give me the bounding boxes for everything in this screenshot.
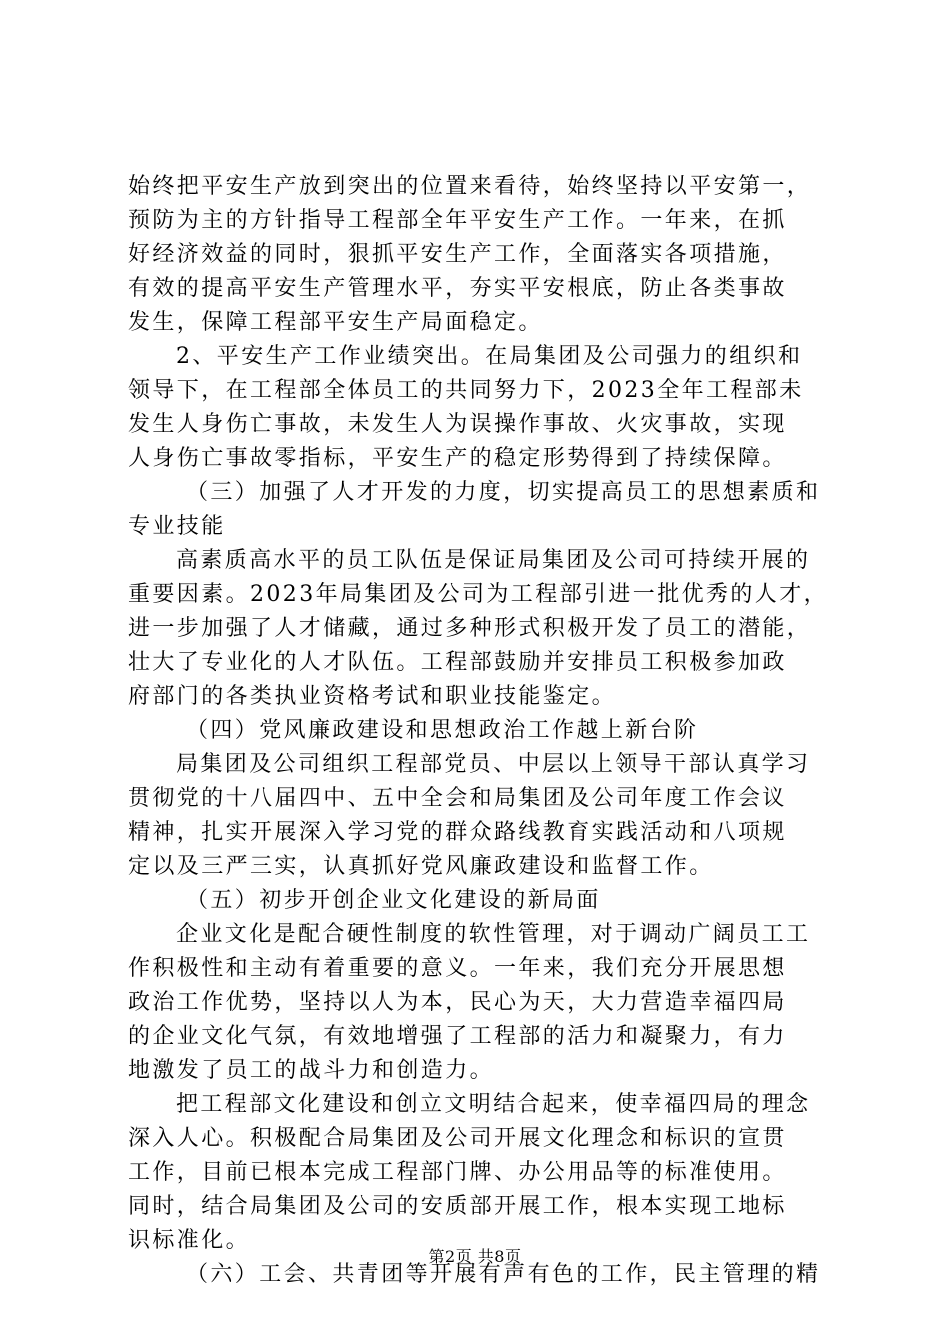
text-line: 企业文化是配合硬性制度的软性管理，对于调动广阔员工工	[176, 922, 811, 947]
text-line: 政治工作优势，坚持以人为本，民心为天，大力营造幸福四局	[128, 990, 787, 1015]
text-line: 壮大了专业化的人才队伍。工程部鼓励并安排员工积极参加政	[128, 650, 787, 675]
text-line: 工作，目前已根本完成工程部门牌、办公用品等的标准使用。	[128, 1160, 787, 1185]
text-line: 贯彻党的十八届四中、五中全会和局集团及公司年度工作会议	[128, 786, 787, 811]
section-heading: （五）初步开创企业文化建设的新局面	[186, 888, 601, 913]
text-line: 的企业文化气氛，有效地增强了工程部的活力和凝聚力，有力	[128, 1024, 787, 1049]
text-line: 精神，扎实开展深入学习党的群众路线教育实践活动和八项规	[128, 820, 787, 845]
text-line: 同时，结合局集团及公司的安质部开展工作，根本实现工地标	[128, 1194, 787, 1219]
text-line: 高素质高水平的员工队伍是保证局集团及公司可持续开展的	[176, 548, 811, 573]
text-line: 府部门的各类执业资格考试和职业技能鉴定。	[128, 684, 617, 709]
text-line: 始终把平安生产放到突出的位置来看待，始终坚持以平安第一，	[128, 174, 812, 199]
text-line: 深入人心。积极配合局集团及公司开展文化理念和标识的宣贯	[128, 1126, 787, 1151]
text-line: 局集团及公司组织工程部党员、中层以上领导干部认真学习	[176, 752, 811, 777]
text-line: 定以及三严三实，认真抓好党风廉政建设和监督工作。	[128, 854, 714, 879]
text-line: 地激发了员工的战斗力和创造力。	[128, 1058, 495, 1083]
section-heading: （六）工会、共青团等开展有声有色的工作，民主管理的精	[186, 1262, 821, 1287]
section-heading-continued: 专业技能	[128, 514, 226, 539]
text-line: 领导下，在工程部全体员工的共同努力下，2023全年工程部未	[128, 378, 804, 403]
document-body	[128, 170, 848, 1292]
section-heading: （三）加强了人才开发的力度，切实提高员工的思想素质和	[186, 480, 821, 505]
text-line: 重要因素。2023年局集团及公司为工程部引进一批优秀的人才，	[128, 582, 828, 607]
text-line: 人身伤亡事故零指标，平安生产的稳定形势得到了持续保障。	[128, 446, 787, 471]
text-line: 好经济效益的同时，狠抓平安生产工作，全面落实各项措施，	[128, 242, 787, 267]
text-line: 作积极性和主动有着重要的意义。一年来，我们充分开展思想	[128, 956, 787, 981]
text-line: 2、平安生产工作业绩突出。在局集团及公司强力的组织和	[176, 344, 803, 369]
text-line: 发生，保障工程部平安生产局面稳定。	[128, 310, 543, 335]
text-line: 发生人身伤亡事故，未发生人为误操作事故、火灾事故，实现	[128, 412, 787, 437]
page-number: 第2页 共8页	[428, 1247, 522, 1266]
text-line: 进一步加强了人才储藏，通过多种形式积极开发了员工的潜能，	[128, 616, 812, 641]
page-footer	[0, 1244, 950, 1267]
text-line: 有效的提高平安生产管理水平，夯实平安根底，防止各类事故	[128, 276, 787, 301]
section-heading: （四）党风廉政建设和思想政治工作越上新台阶	[186, 718, 699, 743]
text-line: 识标准化。	[128, 1228, 251, 1253]
text-line: 把工程部文化建设和创立文明结合起来，使幸福四局的理念	[176, 1092, 811, 1117]
text-line: 预防为主的方针指导工程部全年平安生产工作。一年来，在抓	[128, 208, 787, 233]
